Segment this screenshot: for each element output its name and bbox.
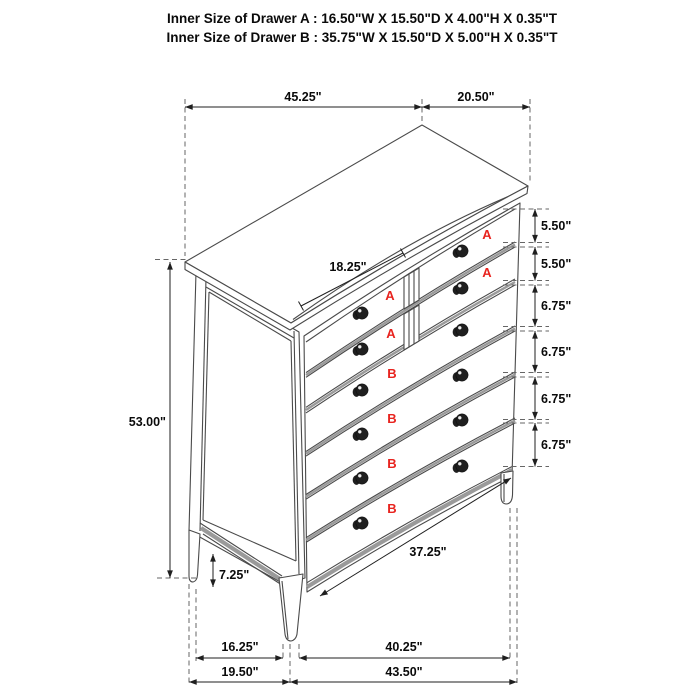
dim-label-base-width-overall: 43.50" [385, 665, 423, 679]
drawer-a-label: A [386, 326, 396, 341]
dim-label-base-depth-overall: 19.50" [221, 665, 259, 679]
title-line-2: Inner Size of Drawer B : 35.75"W X 15.50"D X 5.00"H X 0.35"T [166, 30, 558, 45]
dim-label-row-2: 5.50" [541, 257, 572, 271]
dim-label-leg-height: 7.25" [219, 568, 250, 582]
drawer-a-label: A [385, 288, 395, 303]
dim-label-top-width: 45.25" [284, 90, 322, 104]
title-block [166, 11, 558, 45]
dim-label-row-3: 6.75" [541, 299, 572, 313]
title-line-1: Inner Size of Drawer A : 16.50"W X 15.50"D X 4.00"H X 0.35"T [166, 11, 558, 26]
drawer-b-label: B [387, 366, 397, 381]
drawer-a-label: A [482, 265, 492, 280]
dim-label-base-depth-inner: 16.25" [221, 640, 259, 654]
dim-label-drawer-a-width: 18.25" [329, 260, 367, 274]
dim-label-row-4: 6.75" [541, 345, 572, 359]
dim-label-base-width-inner: 40.25" [385, 640, 423, 654]
front-right-leg [501, 471, 513, 504]
chest-line-drawing [185, 125, 528, 641]
dim-label-row-5: 6.75" [541, 392, 572, 406]
drawer-b-label: B [387, 456, 397, 471]
drawer-b-label: B [387, 411, 397, 426]
dim-label-top-depth: 20.50" [457, 90, 495, 104]
dim-label-front-bottom-width: 37.25" [409, 545, 447, 559]
back-left-leg [189, 530, 200, 582]
dim-label-row-1: 5.50" [541, 219, 572, 233]
drawer-b-label: B [387, 501, 397, 516]
drawer-a-label: A [482, 227, 492, 242]
dim-label-overall-height: 53.00" [128, 415, 166, 429]
dim-label-row-6: 6.75" [541, 438, 572, 452]
